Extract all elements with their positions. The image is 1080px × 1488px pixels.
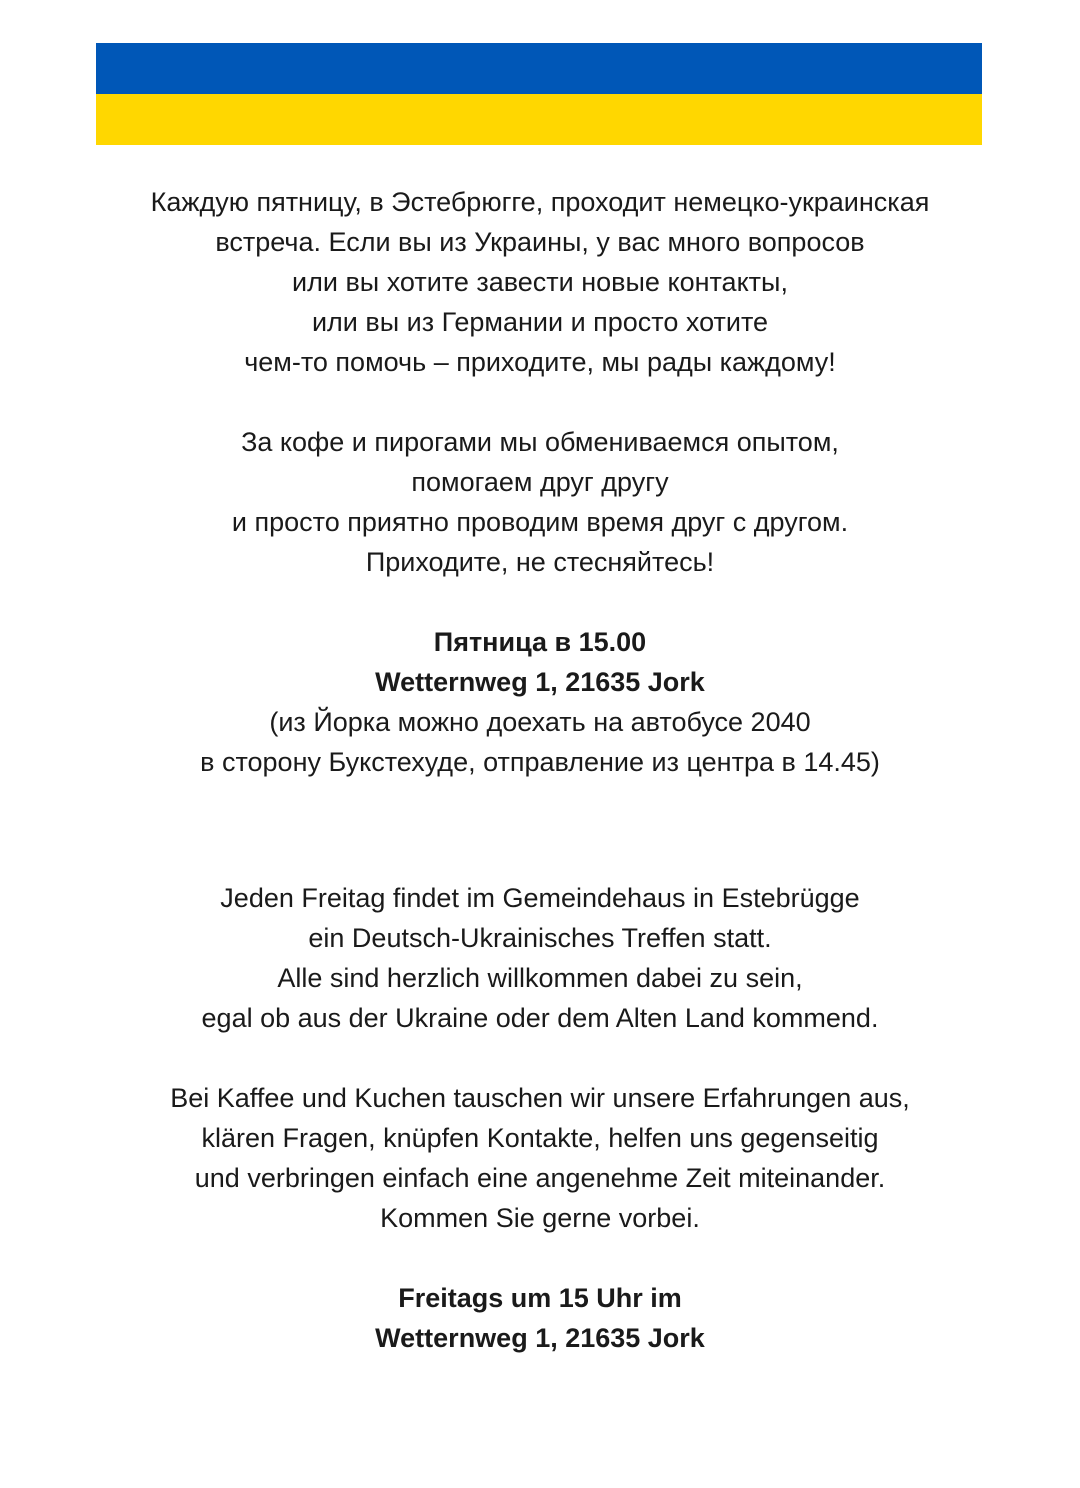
russian-details (0, 622, 1080, 782)
text-line: Приходите, не стесняйтесь! (365, 547, 715, 577)
spacer (0, 782, 1080, 838)
spacer (0, 1238, 1080, 1278)
text-line: ein Deutsch-Ukrainisches Treffen statt. (308, 923, 772, 953)
german-meeting-time: Freitags um 15 Uhr im (398, 1283, 682, 1313)
text-line: klären Fragen, knüpfen Kontakte, helfen uns gegenseitig (201, 1123, 879, 1153)
russian-intro-paragraph (0, 182, 1080, 382)
text-line: или вы из Германии и просто хотите (311, 307, 769, 337)
german-coffee-paragraph (0, 1078, 1080, 1238)
text-line: Bei Kaffee und Kuchen tauschen wir unsere Erfahrungen aus, (170, 1083, 910, 1113)
text-line: Kommen Sie gerne vorbei. (380, 1203, 700, 1233)
text-line: Jeden Freitag findet im Gemeindehaus in Estebrügge (220, 883, 860, 913)
flag-yellow-stripe (96, 94, 982, 145)
text-line: чем-то помочь – приходите, мы рады каждому! (244, 347, 836, 377)
russian-meeting-time: Пятница в 15.00 (433, 627, 647, 657)
spacer (0, 382, 1080, 422)
text-line: встреча. Если вы из Украины, у вас много вопросов (215, 227, 865, 257)
text-line: und verbringen einfach eine angenehme Zeit miteinander. (194, 1163, 886, 1193)
text-line: и просто приятно проводим время друг с другом. (231, 507, 849, 537)
text-line: помогаем друг другу (411, 467, 669, 497)
spacer (0, 1038, 1080, 1078)
text-line: или вы хотите завести новые контакты, (292, 267, 788, 297)
ukraine-flag (96, 43, 982, 145)
text-line: Alle sind herzlich willkommen dabei zu sein, (277, 963, 803, 993)
russian-bus-info: (из Йорка можно доехать на автобусе 2040 (269, 707, 811, 737)
german-details (0, 1278, 1080, 1358)
text-line: За кофе и пирогами мы обмениваемся опытом, (241, 427, 839, 457)
flyer-text (0, 182, 1080, 1358)
russian-meeting-address: Wetternweg 1, 21635 Jork (375, 667, 705, 697)
spacer (0, 582, 1080, 622)
german-intro-paragraph (0, 878, 1080, 1038)
spacer (0, 838, 1080, 878)
german-meeting-address: Wetternweg 1, 21635 Jork (375, 1323, 705, 1353)
text-line: Каждую пятницу, в Эстебрюгге, проходит немецко-украинская (150, 187, 930, 217)
text-line: egal ob aus der Ukraine oder dem Alten Land kommend. (201, 1003, 879, 1033)
flag-blue-stripe (96, 43, 982, 94)
russian-bus-info: в сторону Букстехуде, отправление из центра в 14.45) (200, 747, 880, 777)
russian-coffee-paragraph (0, 422, 1080, 582)
